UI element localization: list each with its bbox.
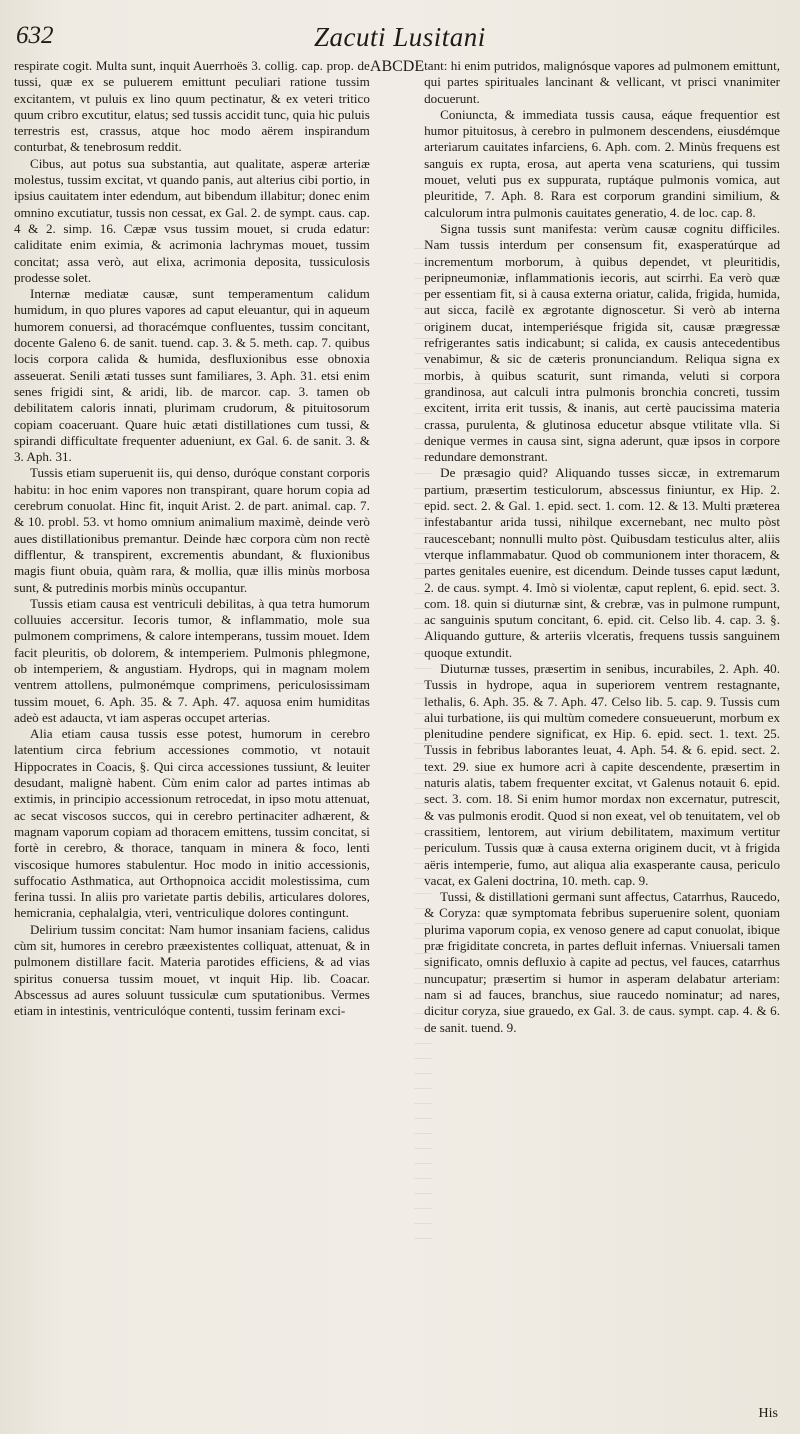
right-paragraph: Coniuncta, & immediata tussis causa, eáque frequentior est humor pituitosus, à cerebro in pulmonem descendens, eiusdémque arteriarum cauitates infarciens, 6. Aph. com. 2. Minùs frequens est sanguis ex rupta, erosa, aut aperta vena scaturiens, qui tussim mouet, veluti pus ex suppurata, ruptáque pulmonis vomica, aut pleuritide, 7. Aph. 8. Rara est corporum grandini similium, & calculorum intra pulmonis cauitates generatio, 4. de loc. cap. 8.: [424, 106, 780, 220]
text-columns: [14, 58, 780, 1418]
right-paragraph: tant: hi enim putridos, malignósque vapores ad pulmonem emittunt, qui partes spirituales lancinant & vellicant, vt prisci vnanimiter docuerunt.: [424, 58, 780, 106]
margin-marker-e: E: [414, 58, 425, 75]
running-head: Zacuti Lusitani: [314, 22, 486, 52]
margin-marker-b: B: [381, 58, 393, 75]
right-paragraph: Tussi, & distillationi germani sunt affectus, Catarrhus, Raucedo, & Coryza: quæ symptomata febribus superuenire solent, quoniam plurima vaporum copia, ex venoso genere ad caput conuolat, ibique præ frigiditate concreta, in partes defluit infernas. Vniuersali tamen significato, omnis defluxio à capite ad pectus, vel fauces, catarrhus nuncupatur; præsertim si humor in asperam delabatur arteriam: nam si ad fauces, branchus, siue raucedo nominatur; ad nares, dicitur coryza, siue grauedo, ex Gal. 3. de caus. sympt. cap. 4. & 6. de sanit. tuend. 9.: [424, 889, 780, 1035]
right-paragraph: De præsagio quid? Aliquando tusses siccæ, in extremarum partium, præsertim testiculorum, abscessus finiuntur, ex Hip. 2. epid. sect. 2. & Gal. 1. epid. sect. 1. com. 12. & 13. Multi præterea infestabantur arida tussi, nihilque excernebant, nec multo pòst raucescebant; nonnulli multo pòst. Quibusdam testiculus alter, aliis vterque inflammabatur. Quod ob communionem inter thoracem, & partes genitales euenire, est dicendum. Deinde tusses caput lædunt, 2. de caus. sympt. 4. Imò si violentæ, caput replent, 6. epid. sect. 3. com. 18. quin si diuturnæ sint, & crebræ, vas in pulmone rumpunt, ac sanguinis sputum concitant, 6. epid. cit. Celso lib. 4. cap. 3. §. Aliquando gutture, & arteriis vlceratis, frequens tussis sanguinem quoque extundit.: [424, 465, 780, 660]
right-paragraph: Diuturnæ tusses, præsertim in senibus, incurabiles, 2. Aph. 40. Tussis in hydrope, aqua in superiorem ventrem restagnante, lethalis, 6. Aph. 35. & 7. Aph. 47. Celso lib. 5. cap. 9. Tussis cum alui turbatione, iis qui multùm comedere consueuerunt, morbum ex plenitudine pendere significat, ex Hip. 6. epid. sect. 1. text. 25. Tussis in febribus laborantes leuat, 4. Aph. 54. & 6. epid. sect. 2. text. 29. siue ex humore acri à capite descendente, præsertim in naturis alatis, tabem frequenter excitat, vt Galenus notauit 6. epid. sect. 3. com. 18. Si enim humor mordax non excernatur, putrescit, & vas pulmonis erodit. Quod si non exeat, vel ob tenuitatem, vel ob crassitiem, lentorem, aut virium debilitatem, maximum vertitur periculum. Tussis quæ à causa externa originem ducit, vt à frigida aëris intemperie, fumo, aut aliqua alia exasperante causa, periculo vacat, ex Galeni doctrina, 10. meth. cap. 9.: [424, 660, 780, 888]
margin-marker-a: A: [369, 58, 382, 75]
left-paragraph: Tussis etiam superuenit iis, qui denso, duróque constant corporis habitu: in hoc enim vapores non transpirant, quare horum copia ad cerebrum conuolat. Hinc fit, inquit Arist. 2. de part. animal. cap. 7. & 10. probl. 53. vt homo omnium animalium maximè, deinde verò aues distillationibus premantur. Deinde hæc corpora cùm non rectè difflentur, & transpirent, excrementis abundant, & fluxionibus magis fiunt obuia, quàm rara, & mollia, quæ illis minùs morbosa sunt, & putredinis morbis minùs occupantur.: [14, 465, 370, 595]
show-through-texture: [414, 248, 432, 1248]
left-column: [14, 58, 370, 1418]
left-paragraph: respirate cogit. Multa sunt, inquit Auerrhoës 3. collig. cap. prop. de tussi, quæ ex se puluerem emittunt peculiari ratione tussim excitantem, vt puluis ex lino quum pectinatur, & ex veteri tritico quum cribro excutitur, elatus; sed tussis accidit tunc, quia hic puluis terrestris est, crassus, atque hoc modo aërem inspirandum conturbat, & tenebrosum reddit.: [14, 58, 370, 155]
catchword: His: [758, 1406, 778, 1421]
margin-marker-d: D: [402, 58, 415, 75]
right-paragraph: Signa tussis sunt manifesta: verùm causæ cognitu difficiles. Nam tussis interdum per consensum fit, exasperatúrque ad incrementum morborum, à quibus dependet, vt pleuritidis, peripneumoniæ, inflammationis iecoris, aut scirrhi. Ea verò quæ per essentiam fit, si à causa externa oriatur, calida, frigida, humida, aut sicca, facilè ex ægrotante dignoscetur. Si verò ab interna originem ducat, intemperiésque frigida sit, causæ prægressæ refrigerantes satis indicabunt; si calida, ex causis antecedentibus venabimur, & sic de cæteris pronunciandum. Reliqua signa ex morbis, à quibus scaturit, sunt rimanda, veluti si corpora grandinosa, aut calculi intra pulmonis bronchia concreti, tussim excitent, irrita erit tussis, & inanis, aut certè paucissima materia crassa, purulenta, & glutinosa educetur absque vtilitate vlla. Si denique vermes in causa sint, signa aderunt, quæ ipsos in corpore redundare demonstrant.: [424, 220, 780, 465]
page-number: 632: [16, 22, 54, 49]
left-paragraph: Tussis etiam causa est ventriculi debilitas, à qua tetra humorum colluuies accersitur. Iecoris tumor, & inflammatio, mole sua pulmonem comprimens, & calore intemperans, tussim mouet. Idem facit pleuritis, ob dolorem, & intemperiem. Pulmonis phlegmone, ob intemperiem, & angustiam. Hydrops, qui in magnam molem ventrem attollens, pulmonémque comprimens, periculosissimam tussim mouet, 6. Aph. 35. & 7. Aph. 47. aquosa enim humiditas adeò est adaucta, vt iam asperas occupet arterias.: [14, 595, 370, 725]
left-paragraph: Delirium tussim concitat: Nam humor insaniam faciens, calidus cùm sit, humores in cerebro præexistentes colliquat, attenuat, & in pulmonem distillare facit. Materia parotides efficiens, & ad vias spiritus conuersa tussim mouet, vt inquit Hip. lib. Coacar. Abscessus ad aures soluunt tussiculæ cum sputationibus. Vermes etiam in intestinis, ventriculóque contenti, tussim ferinam exci-: [14, 921, 370, 1019]
left-paragraph: Alia etiam causa tussis esse potest, humorum in cerebro latentium circa febrium accessiones commotio, vt notauit Hippocrates in Coacis, §. Qui circa accessiones tussiunt, & leuiter desudant, malignè habent. Cùm enim calor ad partes intimas ab extimis, in principio accessionum retrocedat, in ipso motu attenuat, ac secat viscosos succos, qui in cerebro pertinaciter adhærent, & magnam vaporum copiam ad thoracem emittens, tussim concitat, si fortè in cerebro, & thorace, tanquam in minera & foco, lenti viscosique humores stabulentur. Hoc modo in initio accessionis, suffocatio Asthmatica, aut Orthopnoica accidit molestissima, cum ferina tussi. In aliis pro varietate partis debilis, articulares dolores, hemicrania, cephalalgia, vteri, ventriculique dolores contingunt.: [14, 726, 370, 921]
page-header: [14, 22, 780, 52]
left-paragraph: Internæ mediatæ causæ, sunt temperamentum calidum humidum, in quo plures vapores ad caput eleuantur, qui in aqueum humorem conuersi, ad thoracémque confluentes, tussim concitant, docente Galeno 6. de sanit. tuend. cap. 3. & 5. meth. cap. 7. quibus locis corpora calida & humida, desfluxionibus esse obnoxia asseuerat. Senili ætati tusses sunt familiares, 3. Aph. 31. etsi enim senes frigidi sint, & aridi, lib. de marcor. cap. 3. tamen ob debilitatem caloris innati, plurimam crudorum, & pituitosorum copiam coaceruant. Quare huic ætati distillationes cum tussi, & spirandi difficultate frequenter adueniunt, ex Gal. 6. de sanit. 3. & 3. Aph. 31.: [14, 286, 370, 465]
margin-marker-c: C: [392, 58, 403, 75]
left-paragraph: Cibus, aut potus sua substantia, aut qualitate, asperæ arteriæ molestus, tussim excitat, vt quando panis, aut alterius cibi portio, in ipsius cauitatem inter edendum, aut bibendum illabitur; donec enim omnino excutiatur, tussis non cessat, ex Gal. 2. de sympt. caus. cap. 4 & 2. simp. 16. Cæpæ vsus tussim mouet, si cruda edatur: caliditate enim eximia, & acrimonia lachrymas mouet, tussim concitat; assa verò, aut elixa, acrimonia deposita, tussiculosis prodesse solet.: [14, 155, 370, 285]
right-column: [424, 58, 780, 1418]
